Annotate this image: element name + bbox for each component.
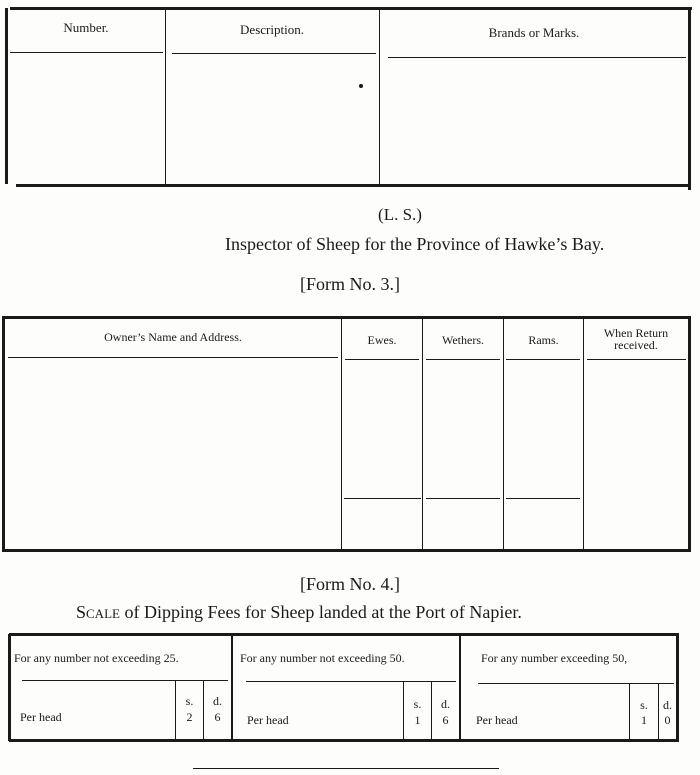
header-brands-marks: Brands or Marks. <box>488 25 580 40</box>
header-owner-name-address: Owner’s Name and Address. <box>104 330 242 344</box>
header-description: Description. <box>240 22 304 37</box>
fee-col3-row-label: Per head <box>476 713 518 727</box>
fee-col2-header: For any number not exceeding 50. <box>240 651 405 665</box>
form3-heading: [Form No. 3.] <box>300 274 400 294</box>
fee-col3-shillings: 1 <box>641 713 647 727</box>
form4-title <box>76 602 522 623</box>
header-wethers: Wethers. <box>441 333 485 347</box>
seal-text: (L. S.) <box>378 205 422 224</box>
fee-col2-row-label: Per head <box>247 713 289 727</box>
fee-col1-header: For any number not exceeding 25. <box>14 651 179 665</box>
fee-col3-pence: 0 <box>664 713 671 727</box>
fee-col1-unit-s: s. <box>185 694 194 708</box>
fee-col2-pence: 6 <box>442 713 449 727</box>
fee-col1-row-label: Per head <box>20 710 62 724</box>
header-ewes: Ewes. <box>367 333 397 347</box>
fee-col1-pence: 6 <box>214 710 221 724</box>
fee-col3-unit-d: d. <box>663 698 672 712</box>
fee-col2-unit-d: d. <box>441 697 450 711</box>
fee-col3-header: For any number exceeding 50, <box>481 651 628 665</box>
header-number: Number. <box>63 20 109 35</box>
form4-title-smallcaps: Scale <box>76 602 120 622</box>
form4-heading: [Form No. 4.] <box>300 574 400 594</box>
fee-col1-unit-d: d. <box>213 694 222 708</box>
fee-col1-shillings: 2 <box>186 710 193 724</box>
header-rams: Rams. <box>528 333 559 347</box>
fee-col2-shillings: 1 <box>414 713 421 727</box>
header-when-return-received: When Return received. <box>603 326 669 352</box>
fee-col3-unit-s: s. <box>640 698 648 712</box>
bottom-rule <box>193 768 499 769</box>
fee-col2-unit-s: s. <box>413 697 422 711</box>
inspector-title: Inspector of Sheep for the Province of Hawke’s Bay. <box>225 234 605 254</box>
form4-title-rest: of Dipping Fees for Sheep landed at the Port of Napier. <box>119 602 522 622</box>
